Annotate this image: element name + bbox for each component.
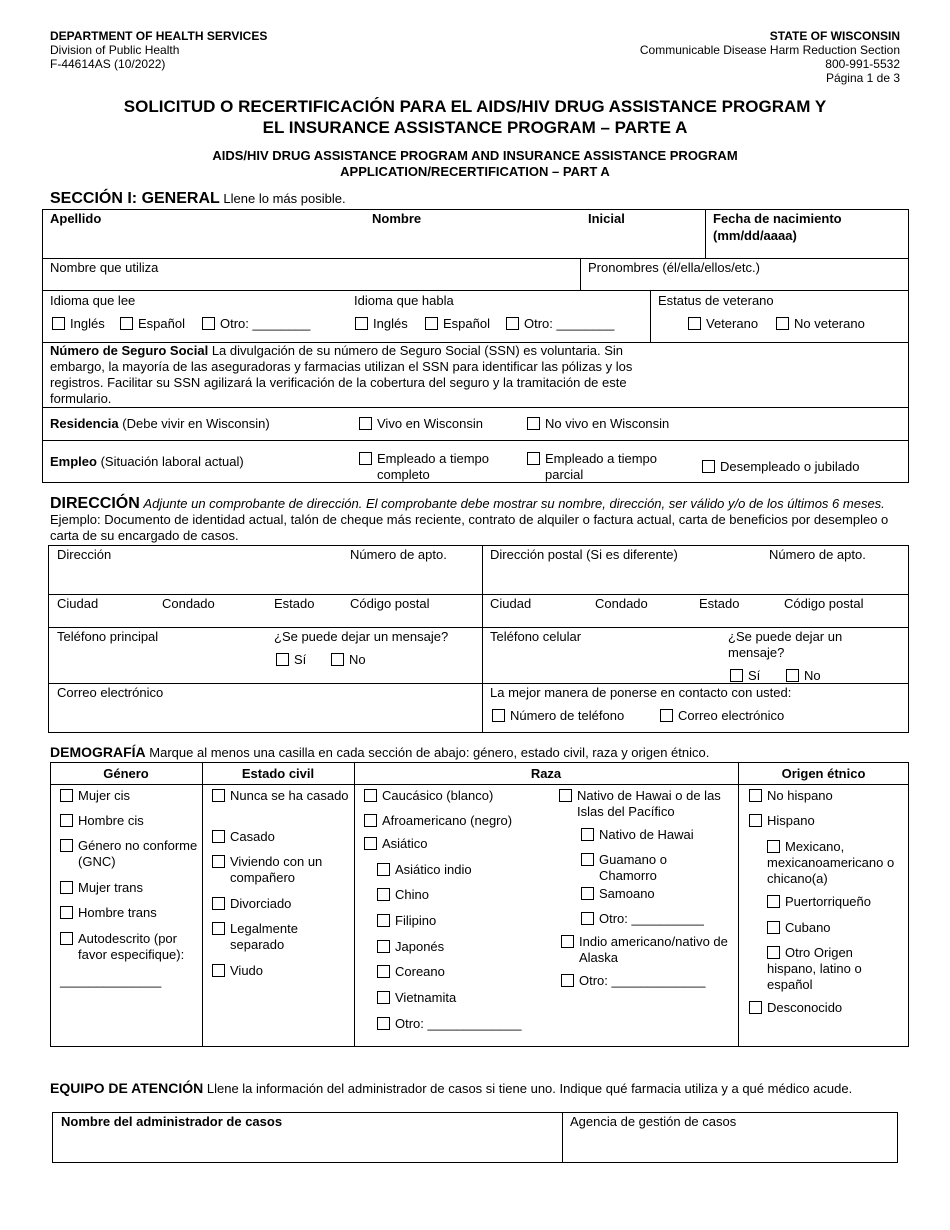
checkbox-icon <box>377 863 390 876</box>
ssn-label: Número de Seguro Social <box>50 343 209 358</box>
tiempo-completo-checkbox[interactable]: Empleado a tiempo completo <box>359 451 509 483</box>
demografia-heading <box>50 744 709 760</box>
estado-label: Estado <box>274 596 315 611</box>
title-line2: EL INSURANCE ASSISTANCE PROGRAM – PARTE A <box>262 118 688 137</box>
checkbox-icon <box>776 317 789 330</box>
checkbox-icon <box>212 855 225 868</box>
origen-hispano[interactable]: Hispano <box>749 813 815 829</box>
checkbox-icon <box>377 991 390 1004</box>
checkbox-icon <box>581 912 594 925</box>
genero-mujer-trans[interactable]: Mujer trans <box>60 880 143 896</box>
codigo-label: Código postal <box>350 596 430 611</box>
civil-nunca-casado[interactable]: Nunca se ha casado <box>212 788 350 804</box>
contacto-correo-checkbox[interactable]: Correo electrónico <box>660 708 784 724</box>
genero-gnc[interactable]: Género no conforme (GNC) <box>60 838 198 870</box>
nombre-utiliza-label: Nombre que utiliza <box>50 260 159 275</box>
subtitle-line1: AIDS/HIV DRUG ASSISTANCE PROGRAM AND INSURANCE ASSISTANCE PROGRAM <box>212 148 738 163</box>
direccion-note: Ejemplo: Documento de identidad actual, talón de cheque más reciente, contrato de alquiler o factura actual, carta de beneficios por desempleo o carta de su encargado de casos. <box>50 512 889 543</box>
checkbox-icon <box>559 789 572 802</box>
origen-no-hispano[interactable]: No hispano <box>749 788 833 804</box>
checkbox-icon <box>364 789 377 802</box>
checkbox-icon <box>331 653 344 666</box>
checkbox-icon <box>749 789 762 802</box>
genero-hombre-cis[interactable]: Hombre cis <box>60 813 144 829</box>
checkbox-icon <box>581 853 594 866</box>
postal-label: Dirección postal (Si es diferente) <box>490 547 678 562</box>
fecha-label: Fecha de nacimiento <box>713 211 842 226</box>
civil-divorciado[interactable]: Divorciado <box>212 896 291 912</box>
equipo-heading <box>50 1079 910 1098</box>
section-general-title: SECCIÓN I: GENERAL <box>50 190 220 207</box>
equipo-title: EQUIPO DE ATENCIÓN <box>50 1080 204 1096</box>
no-veterano-checkbox[interactable]: No veterano <box>776 316 865 332</box>
nombre-admin-input[interactable] <box>60 1132 555 1160</box>
origen-puertorriqueno[interactable]: Puertorriqueño <box>767 894 871 910</box>
checkbox-icon <box>702 460 715 473</box>
checkbox-icon <box>276 653 289 666</box>
condado-postal-label: Condado <box>595 596 648 611</box>
residencia-label: Residencia (Debe vivir en Wisconsin) <box>50 416 270 431</box>
raza-asiatico[interactable]: Asiático <box>364 836 428 852</box>
raza-chino[interactable]: Chino <box>377 887 429 903</box>
checkbox-icon <box>767 895 780 908</box>
checkbox-icon <box>749 1001 762 1014</box>
checkbox-icon <box>767 921 780 934</box>
veterano-label: Estatus de veterano <box>658 293 774 308</box>
agencia-label: Agencia de gestión de casos <box>570 1114 737 1129</box>
ssn-input[interactable] <box>660 350 900 400</box>
ciudad-postal-label: Ciudad <box>490 596 532 611</box>
vivo-wisconsin-checkbox[interactable]: Vivo en Wisconsin <box>359 416 483 432</box>
checkbox-icon <box>730 669 743 682</box>
division: Division of Public Health <box>50 43 180 57</box>
civil-viudo[interactable]: Viudo <box>212 963 263 979</box>
col-origen: Origen étnico <box>781 766 866 781</box>
equipo-note: Llene la información del administrador de casos si tiene uno. Indique qué farmacia utiliza y a qué médico acude. <box>206 1081 853 1096</box>
agencia-input[interactable] <box>570 1132 890 1160</box>
raza-caucasico[interactable]: Caucásico (blanco) <box>364 788 493 804</box>
raza-vietnamita[interactable]: Vietnamita <box>377 990 456 1006</box>
habla-ingles-checkbox[interactable]: Inglés <box>355 316 408 332</box>
tel-celular-label: Teléfono celular <box>490 629 582 644</box>
raza-guamano[interactable]: Guamano o Chamorro <box>581 852 701 884</box>
checkbox-icon <box>364 814 377 827</box>
section-general-heading <box>50 190 346 208</box>
checkbox-icon <box>60 906 73 919</box>
checkbox-icon <box>581 828 594 841</box>
civil-casado[interactable]: Casado <box>212 829 275 845</box>
raza-nativo-hawai[interactable]: Nativo de Hawai <box>581 827 694 843</box>
codigo-postal-label: Código postal <box>784 596 864 611</box>
checkbox-icon <box>359 452 372 465</box>
name-input-area[interactable] <box>50 226 700 256</box>
checkbox-icon <box>60 881 73 894</box>
genero-mujer-cis[interactable]: Mujer cis <box>60 788 130 804</box>
section-name: Communicable Disease Harm Reduction Section <box>639 43 900 57</box>
no-vivo-wisconsin-checkbox[interactable]: No vivo en Wisconsin <box>527 416 669 432</box>
checkbox-icon <box>60 932 73 945</box>
mensaje-no-checkbox[interactable]: No <box>331 652 366 668</box>
phone: 800-991-5532 <box>825 57 900 71</box>
origen-desconocido[interactable]: Desconocido <box>749 1000 842 1016</box>
checkbox-icon <box>767 946 780 959</box>
pronombres-label: Pronombres (él/ella/ellos/etc.) <box>588 260 760 275</box>
fecha-format: (mm/dd/aaaa) <box>713 228 797 243</box>
contacto-telefono-checkbox[interactable]: Número de teléfono <box>492 708 624 724</box>
checkbox-icon <box>212 897 225 910</box>
direccion-heading <box>50 496 895 544</box>
direccion-note-italic: Adjunte un comprobante de dirección. El comprobante debe mostrar su nombre, dirección, ser válido y/o de los últimos 6 meses. <box>143 496 885 511</box>
civil-separado[interactable]: Legalmente separado <box>212 921 350 953</box>
raza-filipino[interactable]: Filipino <box>377 913 436 929</box>
raza-indio-americano[interactable]: Indio americano/nativo de Alaska <box>561 934 733 966</box>
idioma-habla-label: Idioma que habla <box>354 293 454 308</box>
mejor-label: La mejor manera de ponerse en contacto con usted: <box>490 685 792 700</box>
checkbox-icon <box>749 814 762 827</box>
checkbox-icon <box>355 317 368 330</box>
col-estado-civil: Estado civil <box>241 766 315 781</box>
col-raza: Raza <box>530 766 562 781</box>
estado-postal-label: Estado <box>699 596 740 611</box>
raza-afroamericano[interactable]: Afroamericano (negro) <box>364 813 512 829</box>
lee-ingles-checkbox[interactable]: Inglés <box>52 316 105 332</box>
raza-pacifico[interactable]: Nativo de Hawai o de las Islas del Pacífico <box>559 788 731 820</box>
origen-otro-hispano[interactable]: Otro Origen hispano, latino o español <box>767 945 862 992</box>
checkbox-icon <box>212 964 225 977</box>
state-name: STATE OF WISCONSIN <box>769 29 900 43</box>
direccion-label: Dirección <box>57 547 112 562</box>
desempleado-checkbox[interactable]: Desempleado o jubilado <box>702 459 859 475</box>
mensaje-label: ¿Se puede dejar un mensaje? <box>274 629 449 644</box>
nombre-label: Nombre <box>372 211 422 226</box>
raza-pacifico-otro[interactable]: Otro: __________ <box>581 911 704 927</box>
correo-label: Correo electrónico <box>57 685 164 700</box>
genero-autodescrito-blank[interactable]: ______________ <box>60 973 162 988</box>
dept-name: DEPARTMENT OF HEALTH SERVICES <box>50 29 268 43</box>
habla-otro-checkbox[interactable]: Otro: ________ <box>506 316 614 332</box>
checkbox-icon <box>60 839 73 852</box>
checkbox-icon <box>561 935 574 948</box>
lee-otro-checkbox[interactable]: Otro: ________ <box>202 316 310 332</box>
checkbox-icon <box>506 317 519 330</box>
empleo-label: Empleo (Situación laboral actual) <box>50 454 244 469</box>
genero-autodescrito[interactable]: Autodescrito (por favor especifique): <box>60 931 200 963</box>
checkbox-icon <box>767 840 780 853</box>
nombre-admin-label: Nombre del administrador de casos <box>61 1114 283 1129</box>
ciudad-label: Ciudad <box>57 596 99 611</box>
mensaje-si-checkbox[interactable]: Sí <box>276 652 306 668</box>
origen-cubano[interactable]: Cubano <box>767 920 831 936</box>
lee-espanol-checkbox[interactable]: Español <box>120 316 185 332</box>
celular-si-checkbox[interactable]: Sí <box>730 668 760 684</box>
checkbox-icon <box>377 965 390 978</box>
checkbox-icon <box>212 922 225 935</box>
tel-principal-label: Teléfono principal <box>57 629 159 644</box>
habla-espanol-checkbox[interactable]: Español <box>425 316 490 332</box>
raza-asia-otro[interactable]: Otro: _____________ <box>377 1016 522 1032</box>
checkbox-icon <box>202 317 215 330</box>
num-apto-postal-label: Número de apto. <box>769 547 866 562</box>
ssn-text: La divulgación de su número de Seguro Social (SSN) es voluntaria. Sin embargo, la mayoría de las aseguradoras y farmacias utilizan el SSN para identificar las pólizas y los registros. Facilitar su SSN agilizará la verificación de la cobertura del seguro y la tramitación de este formulario. <box>50 343 633 406</box>
col-genero: Género <box>103 766 149 781</box>
checkbox-icon <box>120 317 133 330</box>
checkbox-icon <box>581 887 594 900</box>
checkbox-icon <box>212 789 225 802</box>
checkbox-icon <box>377 940 390 953</box>
form-number: F-44614AS (10/2022) <box>50 57 166 71</box>
veterano-checkbox[interactable]: Veterano <box>688 316 758 332</box>
origen-mexicano[interactable]: Mexicano, mexicanoamericano o chicano(a) <box>767 839 895 886</box>
checkbox-icon <box>660 709 673 722</box>
celular-no-checkbox[interactable]: No <box>786 668 821 684</box>
checkbox-icon <box>492 709 505 722</box>
checkbox-icon <box>527 452 540 465</box>
checkbox-icon <box>688 317 701 330</box>
raza-japones[interactable]: Japonés <box>377 939 444 955</box>
checkbox-icon <box>52 317 65 330</box>
checkbox-icon <box>377 914 390 927</box>
checkbox-icon <box>60 814 73 827</box>
raza-coreano[interactable]: Coreano <box>377 964 445 980</box>
title-line1: SOLICITUD O RECERTIFICACIÓN PARA EL AIDS/HIV DRUG ASSISTANCE PROGRAM Y <box>123 97 827 116</box>
checkbox-icon <box>60 789 73 802</box>
checkbox-icon <box>786 669 799 682</box>
ssn-block <box>50 343 650 407</box>
idioma-lee-label: Idioma que lee <box>50 293 136 308</box>
genero-hombre-trans[interactable]: Hombre trans <box>60 905 157 921</box>
demografia-title: DEMOGRAFÍA <box>50 744 146 760</box>
raza-otro[interactable]: Otro: _____________ <box>561 973 706 989</box>
demografia-note: Marque al menos una casilla en cada sección de abajo: género, estado civil, raza y origen étnico. <box>149 745 710 760</box>
inicial-label: Inicial <box>588 211 625 226</box>
raza-asiatico-indio[interactable]: Asiático indio <box>377 862 472 878</box>
checkbox-icon <box>359 417 372 430</box>
checkbox-icon <box>377 888 390 901</box>
raza-samoano[interactable]: Samoano <box>581 886 655 902</box>
civil-viviendo-companero[interactable]: Viviendo con un compañero <box>212 854 352 886</box>
checkbox-icon <box>561 974 574 987</box>
checkbox-icon <box>527 417 540 430</box>
direccion-title: DIRECCIÓN <box>50 495 140 512</box>
num-apto-label: Número de apto. <box>350 547 447 562</box>
checkbox-icon <box>377 1017 390 1030</box>
checkbox-icon <box>364 837 377 850</box>
mensaje-celular-label: ¿Se puede dejar un mensaje? <box>728 629 843 660</box>
checkbox-icon <box>425 317 438 330</box>
subtitle-line2: APPLICATION/RECERTIFICATION – PART A <box>340 164 610 179</box>
checkbox-icon <box>212 830 225 843</box>
page-number: Página 1 de 3 <box>825 71 900 85</box>
tiempo-parcial-checkbox[interactable]: Empleado a tiempo parcial <box>527 451 677 483</box>
condado-label: Condado <box>162 596 215 611</box>
section-general-note: Llene lo más posible. <box>223 191 346 206</box>
apellido-label: Apellido <box>50 211 102 226</box>
